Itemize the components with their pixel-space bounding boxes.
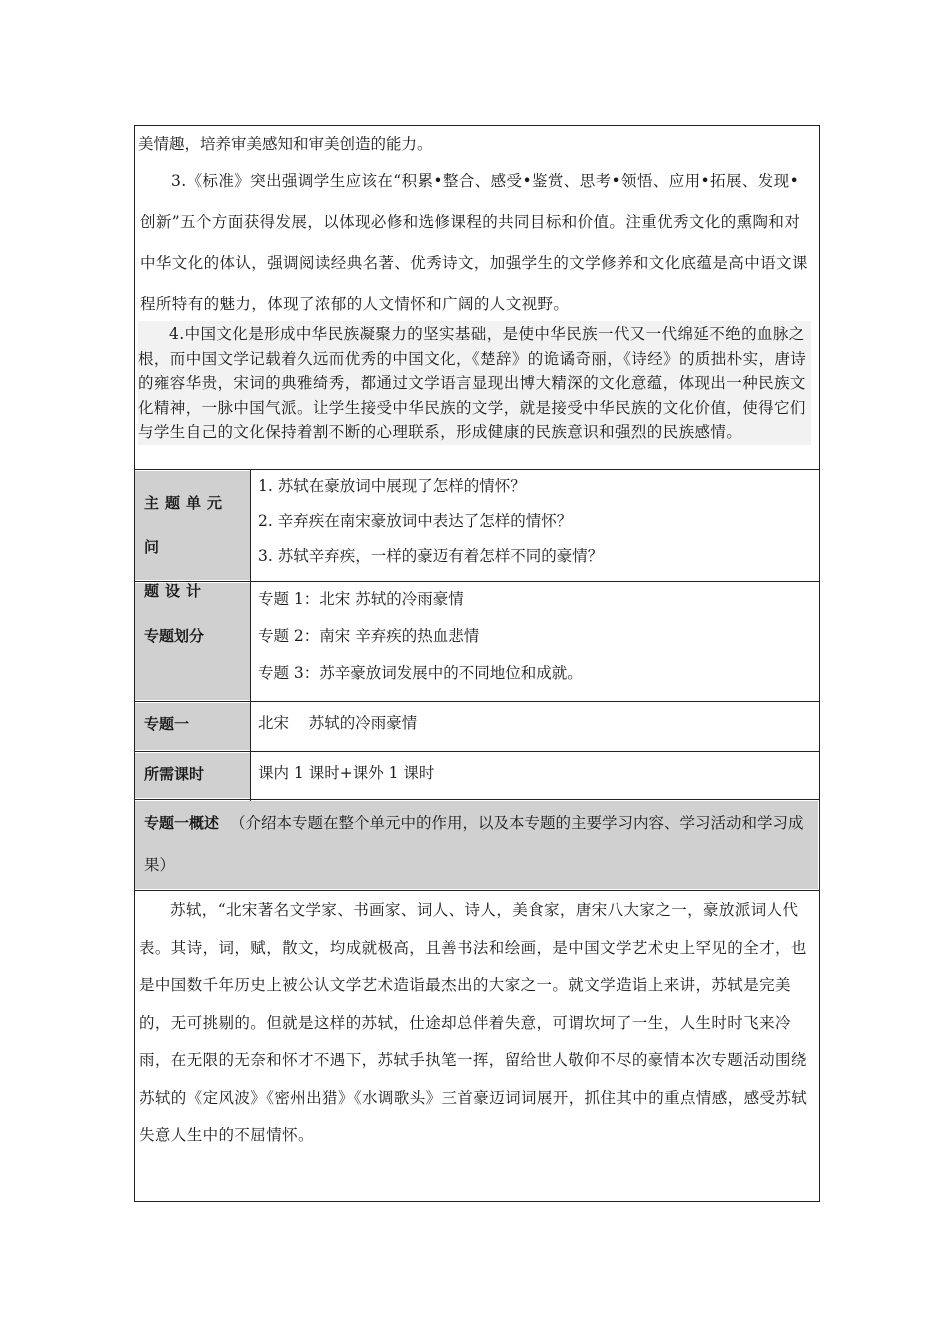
topic1-value: 北宋 苏轼的冷雨豪情	[258, 714, 418, 732]
lesson-plan-table	[134, 125, 820, 1202]
overview-note: （介绍本专题在整个单元中的作用，以及本专题的主要学习内容、学习活动和学习成果）	[144, 814, 804, 874]
question-item: 2. 辛弃疾在南宋豪放词中表达了怎样的情怀？	[258, 512, 573, 530]
topic-item: 专题 3：苏辛豪放词发展中的不同地位和成就。	[258, 664, 583, 682]
hours-value: 课内 1 课时+课外 1 课时	[258, 764, 435, 782]
divider	[135, 751, 819, 752]
topics-label: 专题划分	[144, 627, 205, 645]
overview-body: 苏轼，“北宋著名文学家、书画家、词人、诗人，美食家，唐宋八大家之一，豪放派词人代表。其诗，词，赋，散文，均成就极高，且善书法和绘画，是中国文学艺术史上罕见的全才，也是中国数千年历史上被公认文学艺术造诣最杰出的大家之一。就文学造诣上来讲，苏轼是完美的，无可挑剔的。但就是这样的苏轼，仕途却总伴着失意，可谓坎坷了一生，人生时时飞来冷雨，在无限的无奈和怀才不遇下，苏轼手执笔一挥，留给世人敬仰不尽的豪情本次专题活动围绕苏轼的《定风波》《密州出猎》《水调歌头》三首豪迈词词展开，抓住其中的重点情感，感受苏轼失意人生中的不屈情怀。	[139, 901, 808, 1144]
topic-item: 专题 1：北宋 苏轼的冷雨豪情	[258, 590, 464, 608]
topics-list	[258, 581, 583, 692]
hours-label: 所需课时	[144, 765, 205, 783]
topic1-label: 专题一	[144, 715, 190, 733]
divider	[135, 799, 819, 800]
question-item: 3. 苏轼辛弃疾，一样的豪迈有着怎样不同的豪情？	[258, 547, 604, 565]
questions-label: 主题单元问 题设计	[144, 494, 229, 600]
standards-line-top: 美情趣，培养审美感知和审美创造的能力。	[138, 135, 433, 153]
overview-header	[144, 802, 813, 886]
divider	[135, 701, 819, 702]
questions-list	[258, 469, 603, 574]
divider	[135, 890, 819, 891]
column-divider	[250, 470, 251, 801]
question-item: 1. 苏轼在豪放词中展现了怎样的情怀？	[258, 477, 526, 495]
standards-para-3: 3.《标准》突出强调学生应该在“积累•整合、感受•鉴赏、思考•领悟、应用•拓展、发现•创新”五个方面获得发展，以体现必修和选修课程的共同目标和价值。注重优秀文化的熏陶和对中华文化的体认，强调阅读经典名著、优秀诗文，加强学生的文学修养和文化底蕴是高中语文课程所特有的魅力，体现了浓郁的人文情怀和广阔的人文视野。	[140, 172, 808, 313]
topic-item: 专题 2：南宋 辛弃疾的热血悲情	[258, 627, 480, 645]
standards-para-4: 4.中国文化是形成中华民族凝聚力的坚实基础，是使中华民族一代又一代绵延不绝的血脉之根，而中国文学记载着久远而优秀的中国文化，《楚辞》的诡谲奇丽，《诗经》的质拙朴实，唐诗的雍容华贵，宋词的典雅绮秀，都通过文学语言显现出博大精深的文化意蕴，体现出一种民族文化精神，一脉中国气派。让学生接受中华民族的文学，就是接受中华民族的文化价值，使得它们与学生自己的文化保持着割不断的心理联系，形成健康的民族意识和强烈的民族感情。	[138, 321, 811, 445]
overview-label: 专题一概述	[144, 814, 220, 832]
